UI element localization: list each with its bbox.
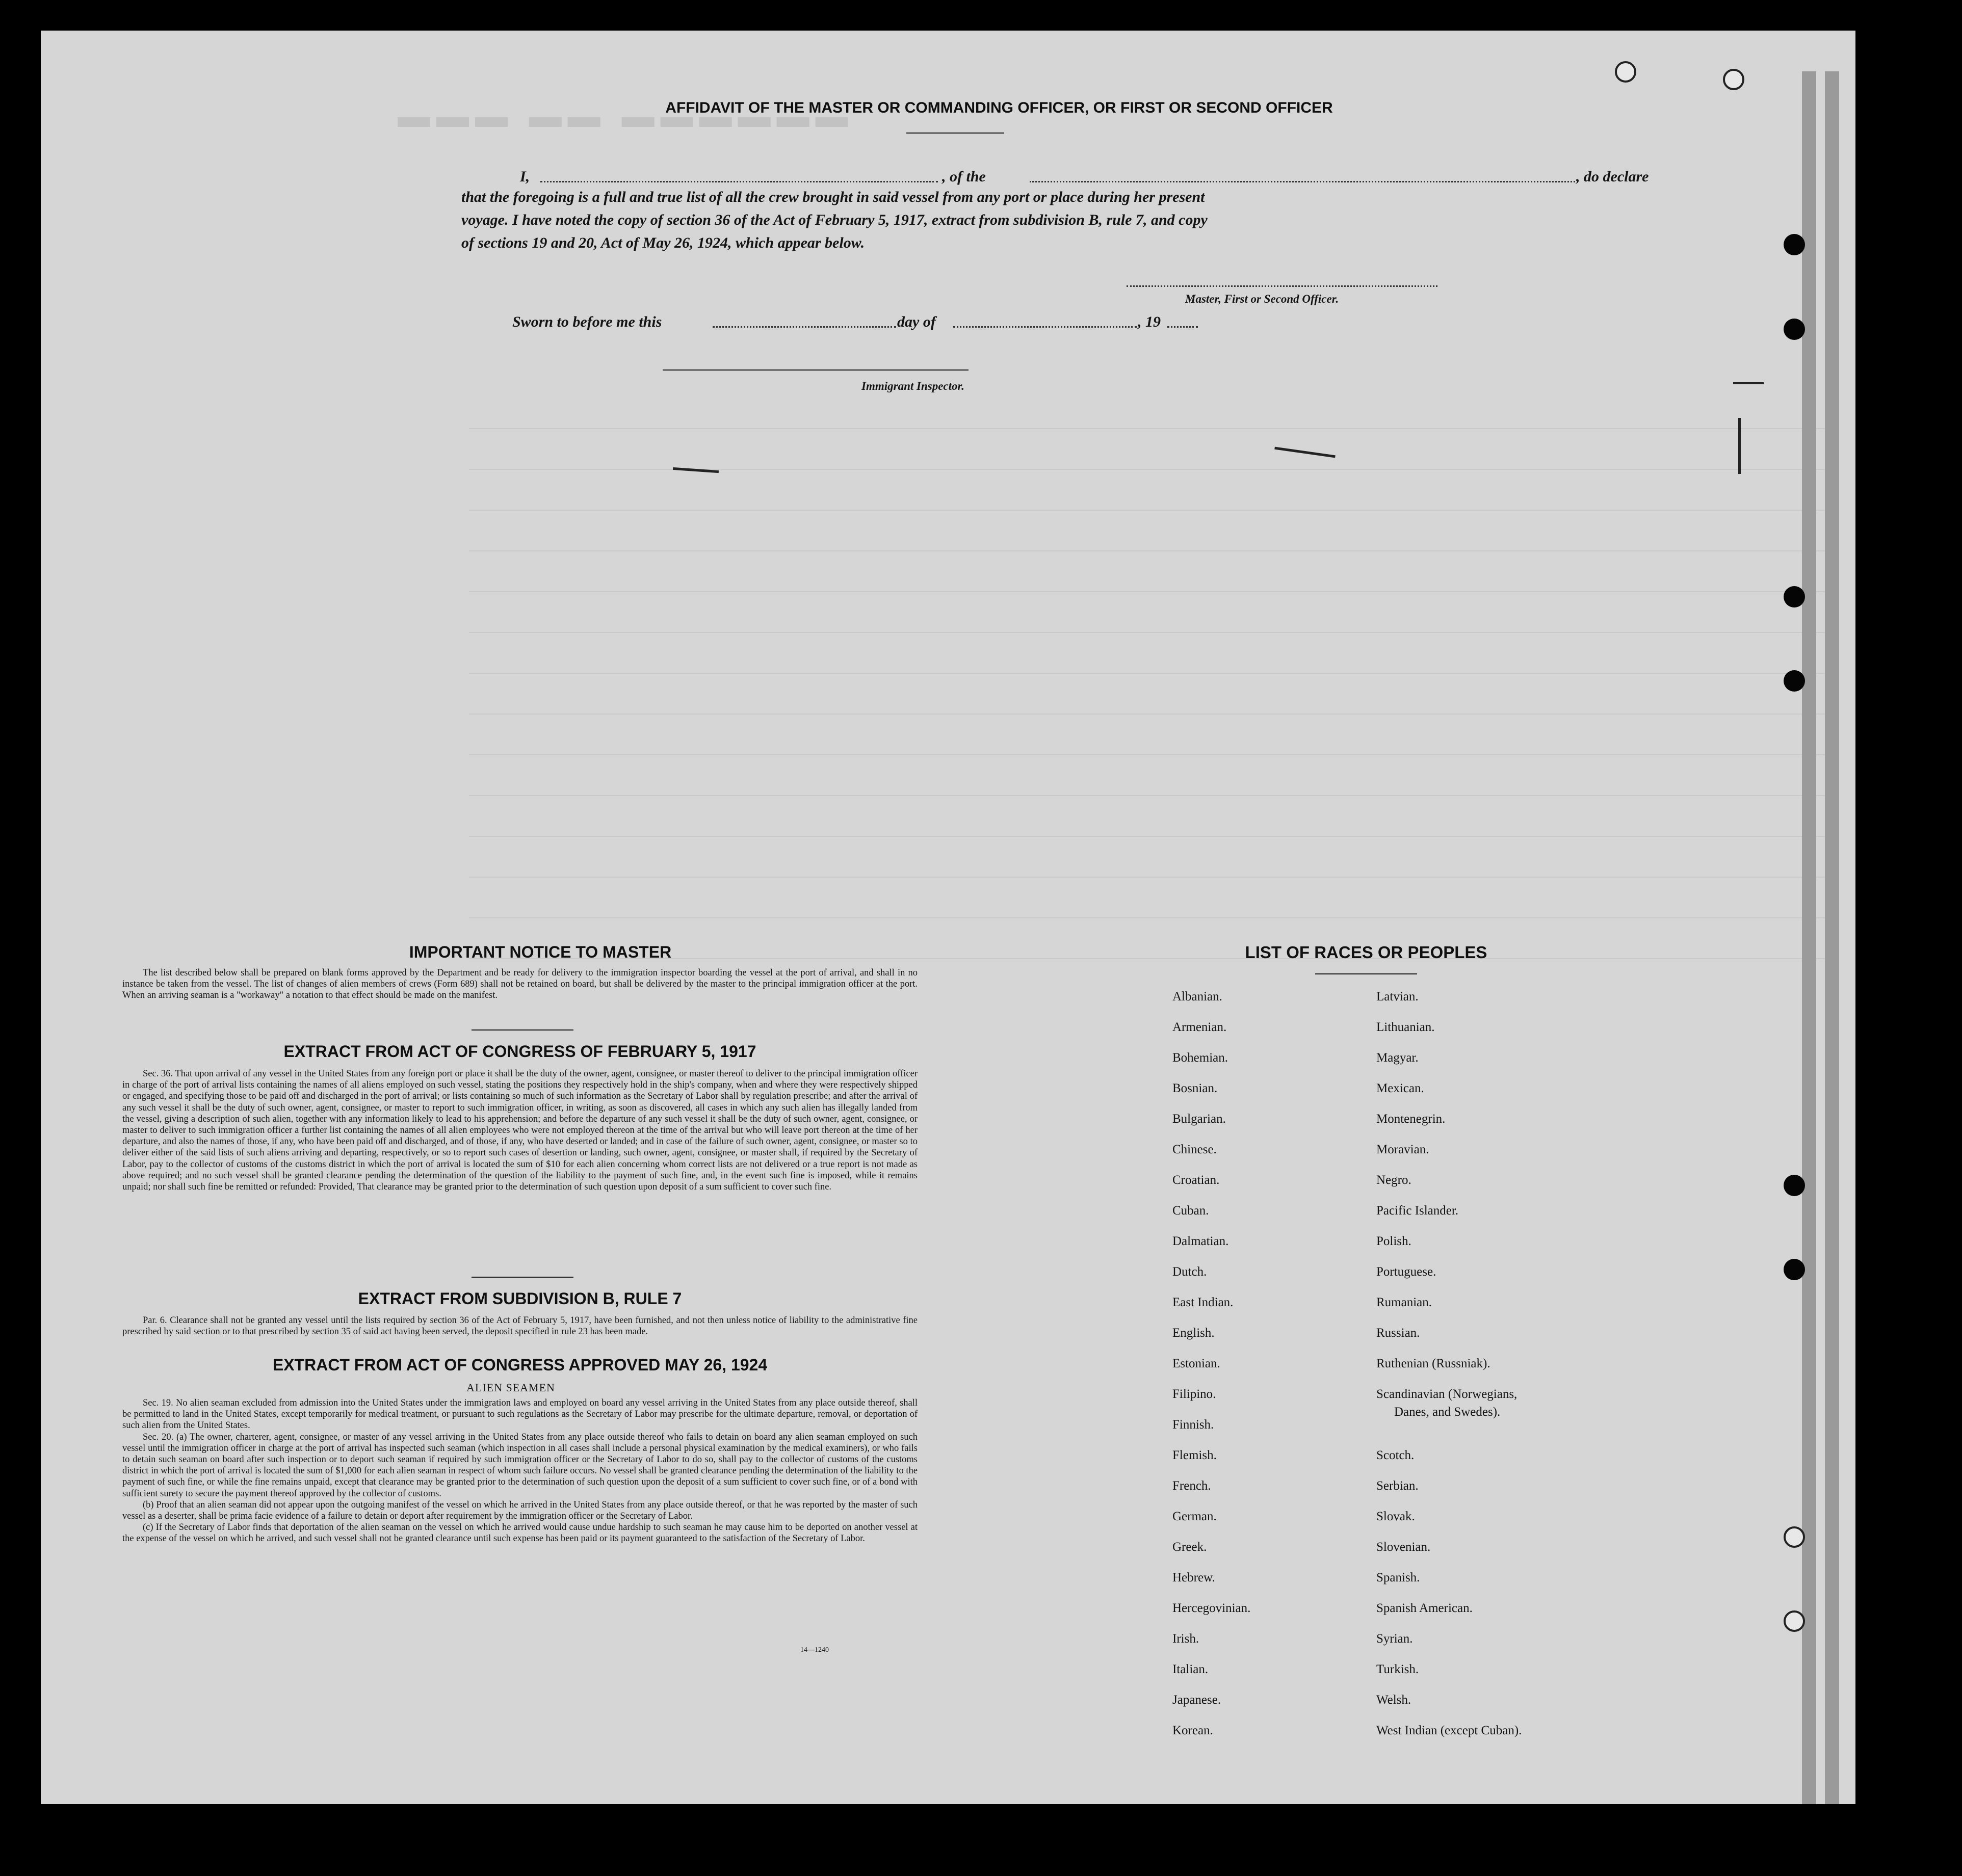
bleed-through-heading: ▬▬▬ ▬▬ ▬▬▬▬▬▬	[398, 97, 854, 134]
race-item: Danes, and Swedes).	[1394, 1405, 1501, 1419]
sworn-month-field	[953, 326, 1137, 328]
race-item: Russian.	[1376, 1326, 1420, 1340]
inspector-signature-line	[663, 369, 969, 371]
form-number: 14—1240	[800, 1646, 829, 1654]
race-item: Lithuanian.	[1376, 1020, 1435, 1034]
race-item: Bohemian.	[1172, 1051, 1228, 1065]
race-item: Bosnian.	[1172, 1081, 1218, 1095]
officer-caption: Master, First or Second Officer.	[1185, 293, 1339, 305]
bleed-through-rule	[469, 795, 1835, 796]
section-divider	[1315, 973, 1417, 974]
race-item: Ruthenian (Russniak).	[1376, 1357, 1490, 1370]
bleed-through-rule	[469, 714, 1835, 715]
affidavit-title: AFFIDAVIT OF THE MASTER OR COMMANDING OFFICER, OR FIRST OR SECOND OFFICER	[665, 99, 1333, 116]
alien-seamen-subheading: ALIEN SEAMEN	[466, 1381, 555, 1394]
extract-rule7-paragraph: Par. 6. Clearance shall not be granted any vessel until the lists required by section 36 of the Act of February 5, 1917, have been furnished, and not then unless notice of liability to the administrative fine prescribed by said section or to that prescribed by section 35 of said act having been served, the deposit specified in rule 23 has been made.	[122, 1315, 918, 1337]
race-item: Mexican.	[1376, 1081, 1424, 1095]
binder-hole	[1723, 69, 1744, 90]
race-item: Filipino.	[1172, 1387, 1216, 1401]
notice-heading: IMPORTANT NOTICE TO MASTER	[409, 943, 672, 961]
binder-hole	[1784, 1610, 1805, 1632]
bleed-through-rule	[469, 877, 1835, 878]
race-item: Flemish.	[1172, 1448, 1217, 1462]
bleed-through-rule	[469, 673, 1835, 674]
race-item: Italian.	[1172, 1662, 1209, 1676]
race-item: Chinese.	[1172, 1143, 1217, 1156]
binder-hole	[1784, 319, 1805, 340]
race-item: Spanish American.	[1376, 1601, 1473, 1615]
officer-signature-field	[1127, 285, 1437, 287]
day-of-label: day of	[897, 313, 936, 330]
race-item: English.	[1172, 1326, 1215, 1340]
race-item: Finnish.	[1172, 1418, 1214, 1432]
race-item: Dutch.	[1172, 1265, 1207, 1279]
race-item: Irish.	[1172, 1632, 1199, 1646]
ink-mark	[1738, 418, 1741, 474]
race-item: Hebrew.	[1172, 1571, 1215, 1584]
bleed-through-rule	[469, 754, 1835, 755]
declaration-i-label: I,	[520, 168, 530, 185]
sec-19-paragraph: Sec. 19. No alien seaman excluded from admission into the United States under the immigration laws and employed on board any vessel arriving in the United States from any place outside thereof, shall be permitted to land in the United States, except temporarily for medical treatment, or pursuant to such regulations as the Secretary of Labor may prescribe for the ultimate departure, removal, or deportation of such alien from the United States.	[122, 1398, 918, 1431]
race-item: Spanish.	[1376, 1571, 1420, 1584]
race-item: Polish.	[1376, 1234, 1411, 1248]
race-item: Magyar.	[1376, 1051, 1419, 1065]
race-item: Greek.	[1172, 1540, 1207, 1554]
race-item: Serbian.	[1376, 1479, 1419, 1493]
extract-1917-heading: EXTRACT FROM ACT OF CONGRESS OF FEBRUARY 5, 1917	[283, 1042, 756, 1061]
bleed-through-rule	[469, 510, 1835, 511]
race-item: Japanese.	[1172, 1693, 1221, 1707]
sec-20c-paragraph: (c) If the Secretary of Labor finds that deportation of the alien seaman on the vessel on which he arrived would cause undue hardship to such seaman he may cause him to be deported on another vessel at the expense of the vessel on which he arrived, and such vessel shall not be granted clearance until such expense has been paid or its payment guaranteed to the satisfaction of the Secretary of Labor.	[122, 1522, 918, 1544]
inspector-caption: Immigrant Inspector.	[861, 380, 964, 392]
bleed-through-rule	[469, 632, 1835, 633]
race-item: Scandinavian (Norwegians,	[1376, 1387, 1518, 1401]
bleed-through-rule	[469, 836, 1835, 837]
race-item: Dalmatian.	[1172, 1234, 1229, 1248]
race-item: West Indian (except Cuban).	[1376, 1724, 1522, 1737]
bleed-through-rule	[469, 917, 1835, 918]
declarant-name-field	[540, 181, 938, 182]
races-heading: LIST OF RACES OR PEOPLES	[1245, 943, 1487, 962]
race-item: Armenian.	[1172, 1020, 1227, 1034]
race-item: Slovak.	[1376, 1510, 1415, 1523]
page-edge	[1825, 71, 1839, 1804]
bleed-through-rule	[469, 550, 1835, 551]
race-item: Albanian.	[1172, 990, 1222, 1003]
extract-1917-text	[122, 1068, 918, 1193]
bleed-through-rule	[469, 591, 1835, 592]
race-item: Hercegovinian.	[1172, 1601, 1251, 1615]
bleed-through-rule	[469, 428, 1835, 429]
document-page	[41, 31, 1855, 1804]
binder-hole	[1784, 586, 1805, 607]
race-item: Montenegrin.	[1376, 1112, 1446, 1126]
sworn-day-field	[713, 326, 896, 328]
extract-1924-text	[122, 1397, 918, 1545]
section-divider	[472, 1029, 573, 1031]
year-label: , 19	[1138, 313, 1161, 330]
race-item: Slovenian.	[1376, 1540, 1431, 1554]
race-item: Negro.	[1376, 1173, 1411, 1187]
sworn-label: Sworn to before me this	[512, 313, 662, 330]
race-item: Croatian.	[1172, 1173, 1220, 1187]
race-item: French.	[1172, 1479, 1211, 1493]
extract-rule7-text	[122, 1315, 918, 1337]
binder-hole	[1784, 1175, 1805, 1196]
section-divider	[472, 1277, 573, 1278]
race-item: Syrian.	[1376, 1632, 1413, 1646]
race-item: Cuban.	[1172, 1204, 1209, 1218]
declaration-line: voyage. I have noted the copy of section 36 of the Act of February 5, 1917, extract from subdivision B, rule 7, and copy	[461, 212, 1208, 228]
declaration-line: that the foregoing is a full and true list of all the crew brought in said vessel from any port or place during her present	[461, 189, 1205, 205]
binder-hole	[1784, 234, 1805, 255]
extract-1924-heading: EXTRACT FROM ACT OF CONGRESS APPROVED MAY 26, 1924	[272, 1356, 768, 1374]
declaration-line: of sections 19 and 20, Act of May 26, 1924, which appear below.	[461, 234, 865, 251]
binder-hole	[1784, 1526, 1805, 1548]
ink-mark	[673, 467, 719, 473]
ink-mark	[1733, 382, 1764, 384]
ink-mark	[1274, 447, 1336, 458]
binder-hole	[1615, 61, 1636, 83]
race-item: Turkish.	[1376, 1662, 1419, 1676]
notice-paragraph: The list described below shall be prepared on blank forms approved by the Department and be ready for delivery to the immigration inspector boarding the vessel at the port of arrival, and shall in no instance be taken from the vessel. The list of changes of alien members of crews (Form 689) shall not be retained on board, but shall be delivered by the master to the principal immigration officer at the port. When an arriving seaman is a "workaway" a notation to that effect should be made on the manifest.	[122, 968, 918, 1001]
vessel-name-field	[1030, 181, 1575, 182]
race-item: Scotch.	[1376, 1448, 1415, 1462]
race-item: Bulgarian.	[1172, 1112, 1226, 1126]
race-item: Korean.	[1172, 1724, 1213, 1737]
sec-20a-paragraph: Sec. 20. (a) The owner, charterer, agent, consignee, or master of any vessel arriving in the United States from any place outside thereof who fails to detain on board any alien seaman employed on such vessel until the immigration officer in charge at the port of arrival has inspected such seaman (which inspection in all cases shall include a personal physical examination by the medical examiners), or who fails to detain such seaman on board after such inspection or to deport such seaman if required by such immigration officer or the Secretary of Labor to do so, shall pay to the collector of customs of the customs district in which the port of arrival is located the sum of $1,000 for each alien seaman in respect of whom such failure occurs. No vessel shall be granted clearance pending the determination of the liability to the payment of such fine, or while the fine remains unpaid, except that clearance may be granted prior to the determination of such question upon the deposit of a sum sufficient to cover such fine, or of a bond with sufficient surety to secure the payment thereof approved by the collector of customs.	[122, 1432, 918, 1499]
race-item: Welsh.	[1376, 1693, 1411, 1707]
extract-rule7-heading: EXTRACT FROM SUBDIVISION B, RULE 7	[358, 1289, 682, 1308]
race-item: Latvian.	[1376, 990, 1419, 1003]
sec-20b-paragraph: (b) Proof that an alien seaman did not appear upon the outgoing manifest of the vessel on which he arrived in the United States from any place outside thereof, or that he was reported by the master of such vessel as a deserter, shall be prima facie evidence of a failure to detain or deport after requirement by the immigration officer or the Secretary of Labor.	[122, 1499, 918, 1522]
year-field	[1167, 326, 1198, 328]
declaration-of-label: , of the	[942, 168, 986, 185]
notice-text	[122, 967, 918, 1001]
race-item: East Indian.	[1172, 1296, 1234, 1309]
race-item: Estonian.	[1172, 1357, 1220, 1370]
race-item: German.	[1172, 1510, 1217, 1523]
extract-1917-paragraph: Sec. 36. That upon arrival of any vessel in the United States from any foreign port or place it shall be the duty of the owner, agent, consignee, or master thereof to deliver to the principal immigration officer in charge of the port of arrival lists containing the names of all aliens employed on such vessel, stating the positions they respectively hold in the ship's company, when and where they were respectively shipped or engaged, and specifying those to be paid off and discharged in the port of arrival; or lists containing so much of such information as the Secretary of Labor shall by regulation prescribe; and after the arrival of any such vessel it shall be the duty of such owner, agent, consignee, or master to report to such immigration officer, in writing, as soon as discovered, all cases in which any such alien has illegally landed from the vessel, giving a description of such alien, together with any information likely to lead to his apprehension; and before the departure of any such vessel it shall be the duty of such owner, agent, consignee, or master to deliver to such immigration officer a further list containing the names of all alien employees who were not employed thereon at the time of the arrival but who will leave port thereon at the time of her departure, and also the names of those, if any, who have been paid off and discharged, and of those, if any, who have deserted or landed; and in case of the failure of such owner, agent, consignee, or master so to deliver either of the said lists of such aliens arriving and departing, respectively, or so to report such cases of desertion or landing, such owner, agent, consignee, or master shall, if required by the Secretary of Labor, pay to the collector of customs of the customs district in which the port of arrival is located the sum of $10 for each alien concerning whom correct lists are not delivered or a true report is not made as above required; and no such vessel shall be granted clearance pending the determination of the question of the liability to the payment of such fine, and, in the event such fine is imposed, while it remains unpaid; nor shall such fine be remitted or refunded: Provided, That clearance may be granted prior to the determination of such question upon deposit of a sum sufficient to cover such fine.	[122, 1069, 918, 1193]
race-item: Rumanian.	[1376, 1296, 1432, 1309]
race-item: Pacific Islander.	[1376, 1204, 1459, 1218]
binder-hole	[1784, 1259, 1805, 1280]
declaration-declare-label: , do declare	[1576, 168, 1649, 185]
race-item: Moravian.	[1376, 1143, 1429, 1156]
title-underline	[906, 133, 1004, 134]
binder-hole	[1784, 670, 1805, 692]
race-item: Portuguese.	[1376, 1265, 1436, 1279]
